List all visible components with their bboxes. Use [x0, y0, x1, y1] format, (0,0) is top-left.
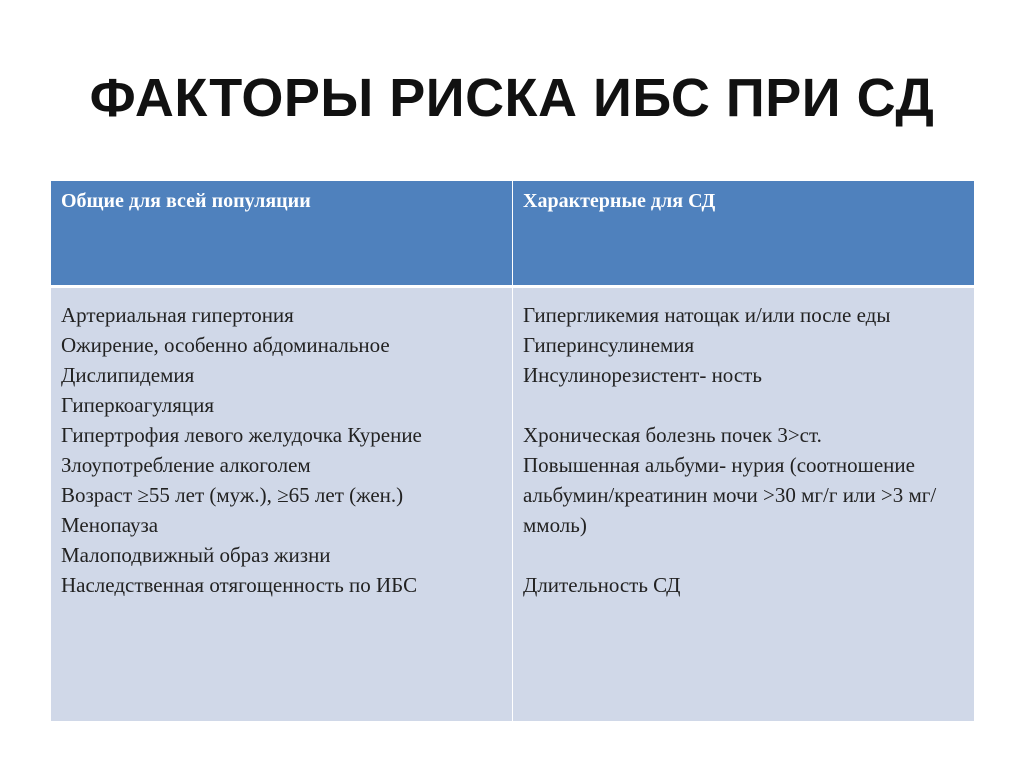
general-factors-cell	[51, 287, 513, 722]
list-item: Гиперинсулинемия	[523, 333, 695, 357]
list-item: Наследственная отягощенность по ИБС	[61, 573, 418, 597]
spacer	[523, 390, 964, 420]
list-item: Гипергликемия натощак и/или после еды	[523, 303, 891, 327]
list-item: Гипертрофия левого желудочка Курение	[61, 423, 422, 447]
header-diabetes-specific: Характерные для СД	[513, 181, 975, 287]
list-item: Гиперкоагуляция	[61, 393, 215, 417]
list-item: Менопауза	[61, 513, 159, 537]
table-body-row	[51, 287, 975, 722]
list-item: Малоподвижный образ жизни	[61, 543, 331, 567]
diabetes-factors-cell	[513, 287, 975, 722]
list-item: Инсулинорезистент- ность	[523, 363, 762, 387]
risk-factors-table	[50, 180, 975, 722]
list-item: Дислипидемия	[61, 363, 195, 387]
table-header-row	[51, 181, 975, 287]
header-general-population: Общие для всей популяции	[51, 181, 513, 287]
slide-title: ФАКТОРЫ РИСКА ИБС ПРИ СД	[89, 68, 935, 128]
list-item: Длительность СД	[523, 573, 681, 597]
list-item: Повышенная альбуми- нурия (соотношение альбумин/креатинин мочи >30 мг/г или >3 мг/ммоль)	[523, 453, 937, 537]
spacer	[523, 540, 964, 570]
list-item: Артериальная гипертония	[61, 303, 294, 327]
list-item: Ожирение, особенно абдоминальное	[61, 333, 390, 357]
list-item: Злоупотребление алкоголем	[61, 453, 311, 477]
list-item: Хроническая болезнь почек 3>ст.	[523, 423, 822, 447]
list-item: Возраст ≥55 лет (муж.), ≥65 лет (жен.)	[61, 483, 404, 507]
